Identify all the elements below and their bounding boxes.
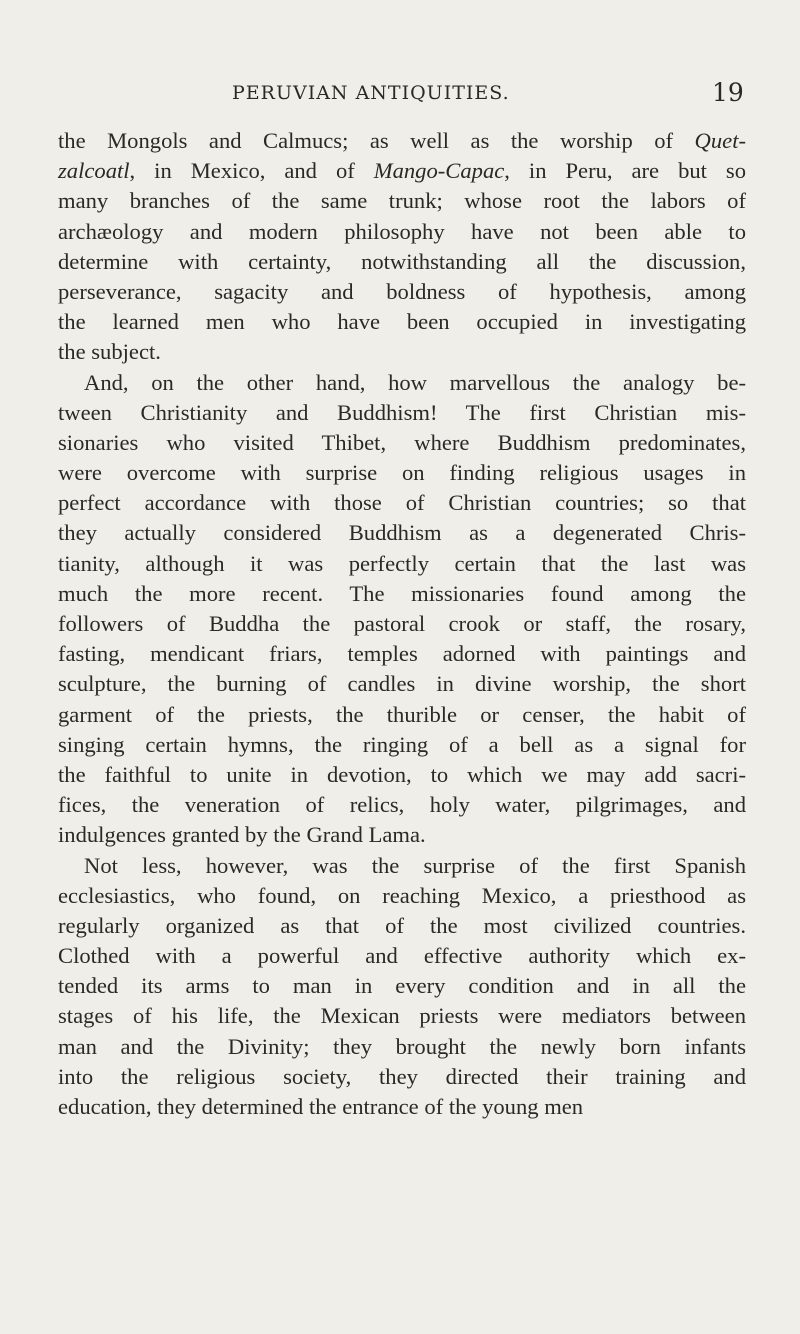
text-run: were overcome with surprise on finding religious usages in <box>58 460 746 486</box>
text-run: man and the Divinity; they brought the newly born infants <box>58 1033 746 1059</box>
text-run: Not less, however, was the surprise of the first Spanish <box>84 852 746 878</box>
text-line <box>58 307 746 337</box>
text-line <box>58 971 746 1001</box>
text-line <box>58 458 746 488</box>
text-line <box>58 669 746 699</box>
text-run: archæology and modern philosophy have not been able to <box>58 218 746 244</box>
text-run: stages of his life, the Mexican priests were mediators between <box>58 1003 746 1029</box>
text-run: perseverance, sagacity and boldness of hypothesis, among <box>58 278 746 304</box>
text-run: the subject. <box>58 339 161 365</box>
text-run: the Mongols and Calmucs; as well as the worship of <box>58 128 695 153</box>
text-line <box>58 549 746 579</box>
text-line <box>58 518 746 548</box>
text-run: indulgences granted by the Grand Lama. <box>58 822 426 848</box>
text-line <box>58 1032 746 1062</box>
text-line <box>58 851 746 881</box>
italic-term: Quet- <box>694 128 746 153</box>
text-line <box>58 700 746 730</box>
page-header <box>0 76 800 112</box>
text-run: they actually considered Buddhism as a degenerated Chris- <box>58 520 746 546</box>
running-head: PERUVIAN ANTIQUITIES. <box>232 82 510 104</box>
text-run: ecclesiastics, who found, on reaching Mexico, a priesthood as <box>58 882 746 908</box>
text-line <box>58 911 746 941</box>
italic-term: Mango-Capac <box>373 158 505 184</box>
text-line <box>58 277 746 307</box>
text-run: education, they determined the entrance of the young men <box>58 1094 584 1119</box>
text-line <box>58 639 746 669</box>
text-run: singing certain hymns, the ringing of a bell as a signal for <box>58 731 746 757</box>
text-run: perfect accordance with those of Christian countries; so that <box>58 490 746 516</box>
text-run: , in Mexico, and of <box>129 158 374 184</box>
text-line <box>58 337 746 367</box>
text-line <box>58 428 746 458</box>
italic-term: zalcoatl <box>58 158 130 184</box>
text-line <box>58 368 746 398</box>
text-line <box>58 488 746 518</box>
text-line <box>58 1092 746 1122</box>
text-line <box>58 1001 746 1031</box>
text-line <box>58 398 746 428</box>
text-run: the faithful to unite in devotion, to which we may add sacri- <box>58 761 746 787</box>
text-run: followers of Buddha the pastoral crook or staff, the rosary, <box>58 611 746 636</box>
text-run: , in Peru, are but so <box>504 158 746 184</box>
text-run: sculpture, the burning of candles in divine worship, the short <box>58 671 746 697</box>
text-line <box>58 941 746 971</box>
text-run: tianity, although it was perfectly certain that the last was <box>58 550 746 576</box>
text-line <box>58 126 746 156</box>
text-line <box>58 730 746 760</box>
page-number: 19 <box>712 78 744 107</box>
text-run: tended its arms to man in every condition and in all the <box>58 973 746 999</box>
text-line <box>58 760 746 790</box>
text-line <box>58 156 746 186</box>
text-run: fasting, mendicant friars, temples adorned with paintings and <box>58 641 746 667</box>
text-run: garment of the priests, the thurible or censer, the habit of <box>58 701 746 727</box>
text-line <box>58 217 746 247</box>
text-line <box>58 790 746 820</box>
text-run: sionaries who visited Thibet, where Buddhism predominates, <box>58 429 746 455</box>
text-run: into the religious society, they directed their training and <box>58 1063 746 1089</box>
text-run: many branches of the same trunk; whose root the labors of <box>58 188 746 214</box>
text-run: determine with certainty, notwithstanding all the discussion, <box>58 248 746 274</box>
text-line <box>58 609 746 639</box>
text-line <box>58 579 746 609</box>
text-run: much the more recent. The missionaries found among the <box>58 580 746 606</box>
text-run: And, on the other hand, how marvellous the analogy be- <box>84 369 746 395</box>
body-text <box>58 126 746 1122</box>
text-line <box>58 186 746 216</box>
text-run: fices, the veneration of relics, holy water, pilgrimages, and <box>58 792 746 818</box>
text-run: the learned men who have been occupied in investigating <box>58 309 746 335</box>
text-line <box>58 247 746 277</box>
text-run: regularly organized as that of the most civilized countries. <box>58 912 746 938</box>
text-line <box>58 820 746 850</box>
text-line <box>58 1062 746 1092</box>
text-run: Clothed with a powerful and effective authority which ex- <box>58 943 746 969</box>
text-run: tween Christianity and Buddhism! The first Christian mis- <box>58 399 746 425</box>
text-line <box>58 881 746 911</box>
